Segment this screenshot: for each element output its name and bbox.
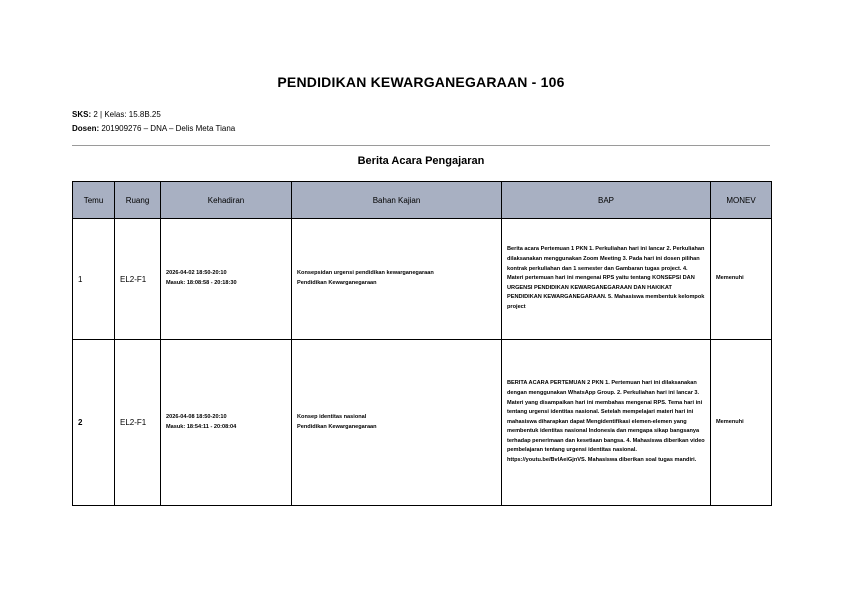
cell-bap: Berita acara Pertemuan 1 PKN 1. Perkuliahan hari ini lancar 2. Perkuliahan dilaksanakan menggunakan Zoom Meeting 3. Pada hari ini dosen pilihan kontrak perkuliahan dan 1 semester dan Gambaran tugas project. 4. Materi pertemuan hari ini mengenai RPS yaitu tentang KONSEPSI DAN URGENSI PENDIDIKAN KEWARGANEGARAAN DAN HAKIKAT PENDIDIKAN KEWARGANEGARAAN. 5. Mahasiswa membentuk kelompok project <box>502 219 711 340</box>
cell-monev: Memenuhi <box>711 219 772 340</box>
bahan-matakuliah: Pendidikan Kewarganegaraan <box>297 280 377 286</box>
cell-temu: 1 <box>73 219 115 340</box>
cell-temu: 2 <box>73 340 115 506</box>
header-temu: Temu <box>73 182 115 219</box>
bahan-topik: Konsepsidan urgensi pendidikan kewarganegaraan <box>297 270 434 277</box>
cell-bap: BERITA ACARA PERTEMUAN 2 PKN 1. Pertemuan hari ini dilaksanakan dengan menggunakan WhatsApp Group. 2. Perkuliahan hari ini lancar 3. Materi yang disampaikan hari ini membahas mengenai RPS. Tema hari ini tentang urgensi identitas nasional. Setelah mempelajari materi hari ini mahasiswa diharapkan dapat Mengidentifikasi elemen-elemen yang membentuk identitas nasional Indonesia dan mengapa sikap bangsanya terhadap penerimaan dan kesetiaan bangsa. 4. Mahasiswa diberikan video pembelajaran tentang urgensi identitas nasional. https://youtu.be/BvlAeiGjnVS. Mahasiswa diberikan soal tugas mandiri. <box>502 340 711 506</box>
bahan-matakuliah: Pendidikan Kewarganegaraan <box>297 423 377 430</box>
table-header-row <box>73 182 772 219</box>
cell-monev: Memenuhi <box>711 340 772 506</box>
kehadiran-masuk: Masuk: 18:08:58 - 20:18:30 <box>166 280 237 286</box>
header-bahan-kajian: Bahan Kajian <box>292 182 502 219</box>
dosen-label: Dosen: <box>72 124 100 133</box>
cell-ruang: EL2-F1 <box>115 340 161 506</box>
kehadiran-masuk: Masuk: 18:54:11 - 20:08:04 <box>166 423 237 430</box>
divider <box>72 145 770 146</box>
sks-value: 2 | Kelas: 15.8B.25 <box>93 110 161 119</box>
header-monev: MONEV <box>711 182 772 219</box>
cell-kehadiran <box>161 340 292 506</box>
bahan-topik: Konsep identitas nasional <box>297 413 367 420</box>
kehadiran-jadwal: 2026-04-02 18:50-20:10 <box>166 270 227 277</box>
dosen-value: 201909276 – DNA – Delis Meta Tiana <box>101 124 236 133</box>
cell-ruang: EL2-F1 <box>115 219 161 340</box>
page-title: PENDIDIKAN KEWARGANEGARAAN - 106 <box>277 74 565 90</box>
cell-bahan-kajian <box>292 340 502 506</box>
section-title: Berita Acara Pengajaran <box>357 155 485 167</box>
sks-line <box>72 110 161 119</box>
bap-table <box>72 181 772 506</box>
table-row <box>73 219 772 340</box>
header-ruang: Ruang <box>115 182 161 219</box>
kehadiran-jadwal: 2026-04-08 18:50-20:10 <box>166 413 227 420</box>
table-row <box>73 340 772 506</box>
header-bap: BAP <box>502 182 711 219</box>
header-kehadiran: Kehadiran <box>161 182 292 219</box>
cell-bahan-kajian <box>292 219 502 340</box>
sks-label: SKS: <box>72 110 92 119</box>
dosen-line <box>72 124 235 133</box>
cell-kehadiran <box>161 219 292 340</box>
